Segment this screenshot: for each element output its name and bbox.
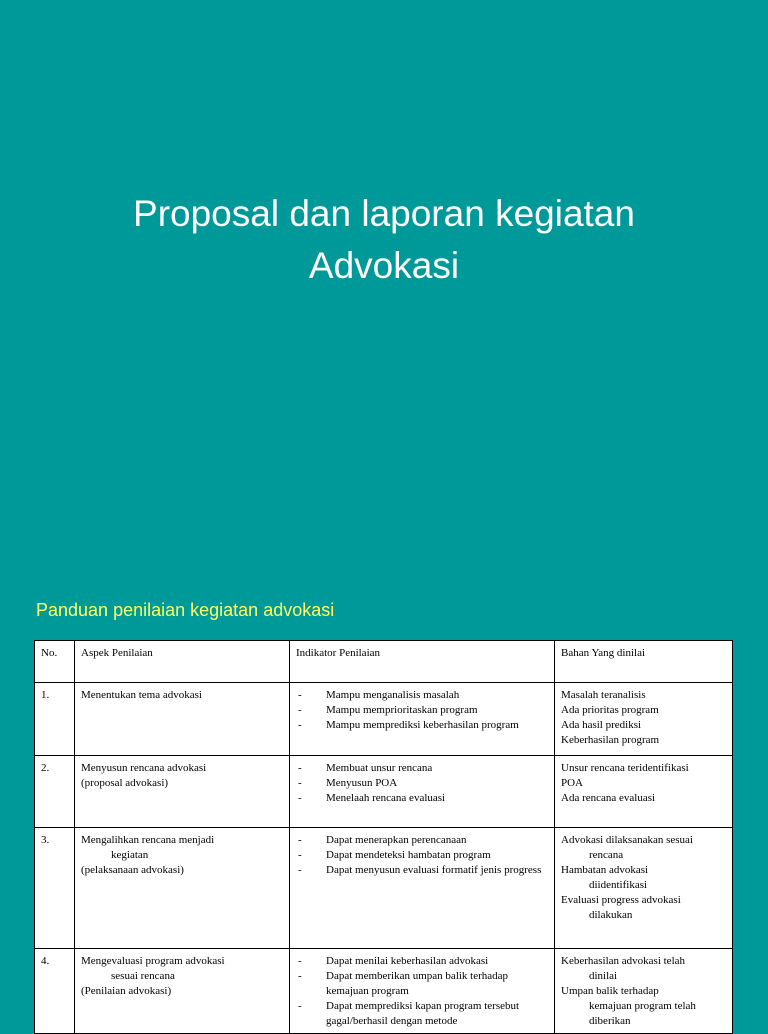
list-item: - Mampu menganalisis masalah xyxy=(296,688,548,703)
table-row xyxy=(35,683,733,756)
section-heading: Panduan penilaian kegiatan advokasi xyxy=(36,600,335,620)
row-bahan: Keberhasilan advokasi telah dinilai Umpan balik terhadap kemajuan program telah diberikan xyxy=(555,949,733,1034)
list-item: - Dapat menyusun evaluasi formatif jenis progress xyxy=(296,863,548,878)
row-indikator xyxy=(290,828,555,949)
row-no: 4. xyxy=(35,949,75,1034)
slide-title-line-1: Proposal dan laporan kegiatan xyxy=(133,193,635,234)
slide-title-line-2: Advokasi xyxy=(308,245,460,286)
list-item: - Dapat menilai keberhasilan advokasi xyxy=(296,954,548,969)
table-header-row xyxy=(35,641,733,683)
row-bahan: Advokasi dilaksanakan sesuai rencana Hambatan advokasi diidentifikasi Evaluasi progress advokasi dilakukan xyxy=(555,828,733,949)
table-row xyxy=(35,828,733,949)
row-aspek: Mengalihkan rencana menjadi kegiatan (pelaksanaan advokasi) xyxy=(75,828,290,949)
header-no: No. xyxy=(35,641,75,683)
list-item: - Menelaah rencana evaluasi xyxy=(296,791,548,806)
header-aspek: Aspek Penilaian xyxy=(75,641,290,683)
row-no: 2. xyxy=(35,756,75,828)
list-item: - Dapat menerapkan perencanaan xyxy=(296,833,548,848)
list-item: - Menyusun POA xyxy=(296,776,548,791)
row-no: 1. xyxy=(35,683,75,756)
row-indikator xyxy=(290,949,555,1034)
row-bahan: Masalah teranalisis Ada prioritas program Ada hasil prediksi Keberhasilan program xyxy=(555,683,733,756)
assessment-table xyxy=(34,640,733,1034)
list-item: - Dapat memberikan umpan balik terhadap kemajuan program xyxy=(296,969,548,999)
list-item: - Dapat memprediksi kapan program tersebut gagal/berhasil dengan metode xyxy=(296,999,548,1029)
row-no: 3. xyxy=(35,828,75,949)
list-item: - Dapat mendeteksi hambatan program xyxy=(296,848,548,863)
row-indikator xyxy=(290,683,555,756)
slide-title xyxy=(0,188,768,292)
list-item: - Membuat unsur rencana xyxy=(296,761,548,776)
row-aspek: Mengevaluasi program advokasi sesuai rencana (Penilaian advokasi) xyxy=(75,949,290,1034)
row-indikator xyxy=(290,756,555,828)
table-row xyxy=(35,756,733,828)
list-item: - Mampu memprediksi keberhasilan program xyxy=(296,718,548,733)
header-indikator: Indikator Penilaian xyxy=(290,641,555,683)
header-bahan: Bahan Yang dinilai xyxy=(555,641,733,683)
table-row xyxy=(35,949,733,1034)
row-aspek: Menentukan tema advokasi xyxy=(75,683,290,756)
row-bahan: Unsur rencana teridentifikasi POA Ada rencana evaluasi xyxy=(555,756,733,828)
row-aspek: Menyusun rencana advokasi (proposal advokasi) xyxy=(75,756,290,828)
list-item: - Mampu memprioritaskan program xyxy=(296,703,548,718)
